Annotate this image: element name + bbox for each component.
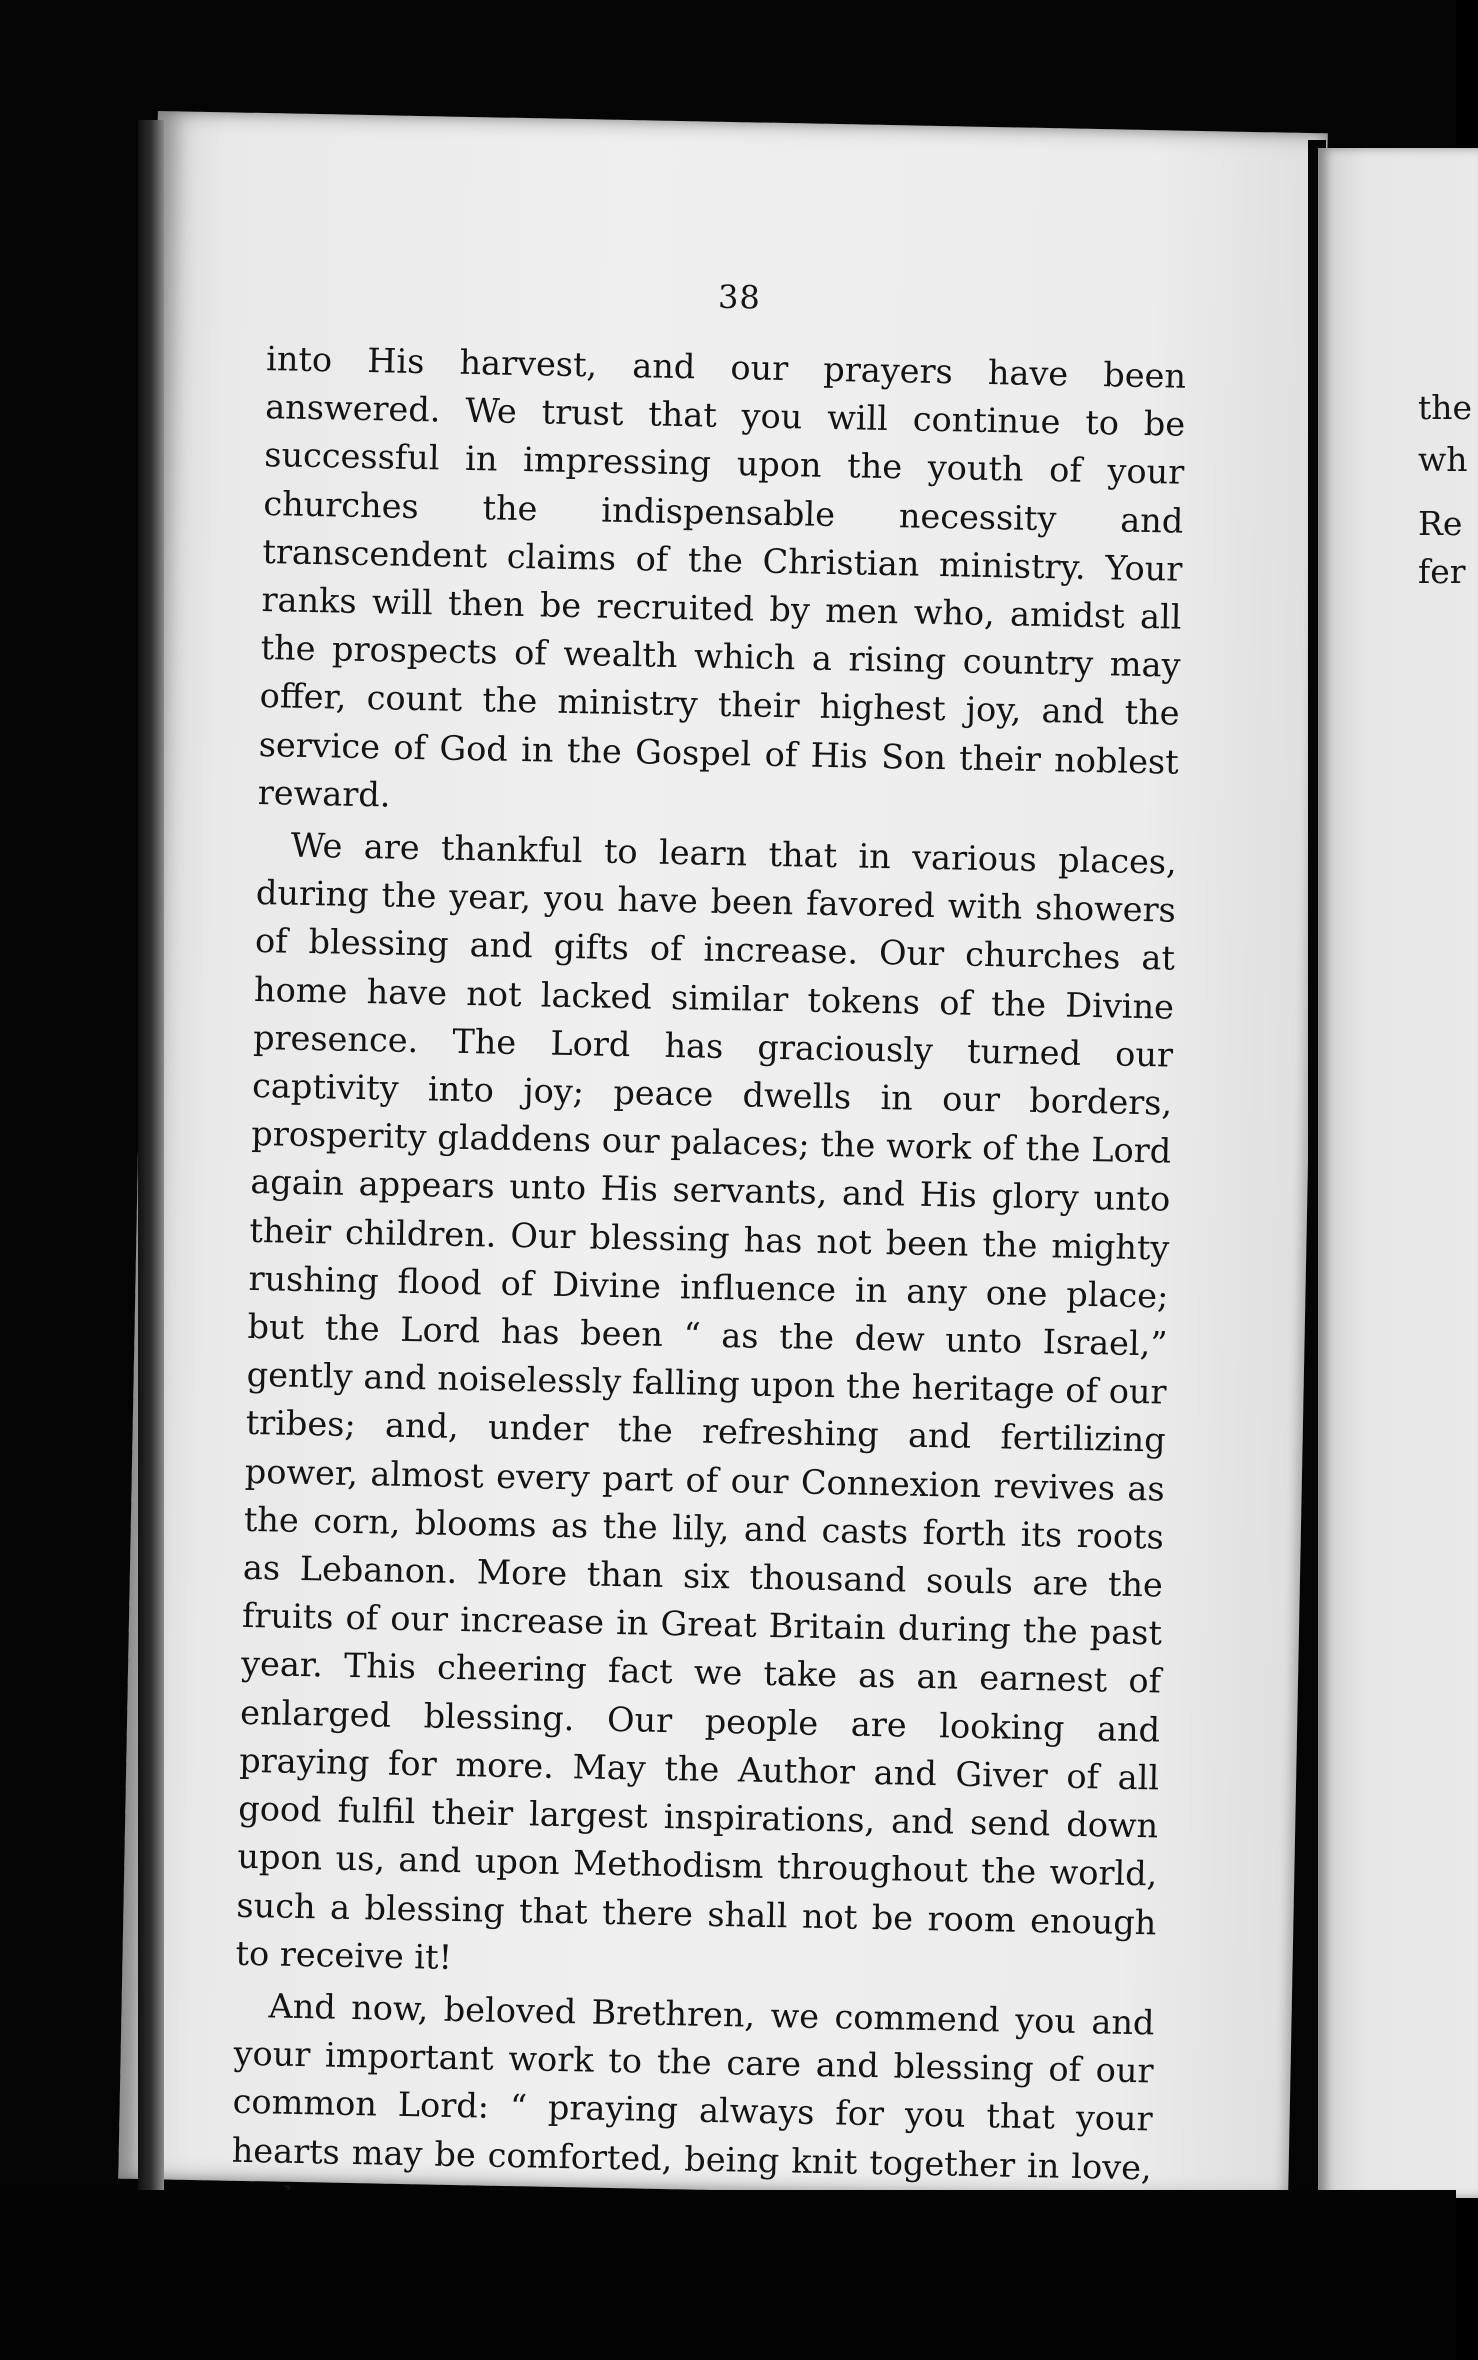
paragraph-3: And now, beloved Brethren, we commend you and your important work to the care and blessing of our common Lord: “ praying always for you that your hearts may be comforted, being knit together in love, xyxy=(231,1986,1155,2187)
book-page xyxy=(118,111,1327,2201)
paragraph-2: We are thankful to learn that in various places, during the year, you have been favored with showers of blessing and gifts of increase. Our churches at home have not lacked similar tokens of the Divine presence. The Lord has graciously turned our captivity into joy; peace dwells in our borders, prosperity gladdens our palaces; the work of the Lord again appears unto His servants, and His glory unto their children. Our blessing has not been the mighty rushing flood of Divine influence in any one place; but the Lord has been “ as the dew unto Israel,” gently and noiselessly falling upon the heritage of our tribes; and, under the refreshing and fertilizing power, almost every part of our Connexion revives as the corn, blooms as the lily, and casts forth its roots as Lebanon. More than six thousand souls are the fruits of our increase in Great Britain during the past year. This cheering fact we take as an earnest of enlarged blessing. Our people are looking and praying for more. May the Author and Giver of all good fulfil their largest inspirations, and send down upon us, and upon Methodism throughout the world, such a blessing that there shall not be room enough to receive it! xyxy=(235,825,1178,1977)
scan-border xyxy=(0,2190,1456,2360)
adjacent-page-fragment xyxy=(1318,148,1478,2198)
adjacent-text-fragment: Re xyxy=(1418,504,1463,543)
page-body-text xyxy=(230,335,1187,2288)
adjacent-text-fragment: the xyxy=(1418,388,1473,427)
paragraph-1: into His harvest, and our prayers have been answered. We trust that you will continue to be successful in impressing upon the youth of your churches the indispensable necessity and transcendent claims of the Christian ministry. Your ranks will then be recruited by men who, amidst all the prospects of wealth which a rising country may offer, count the ministry their highest joy, and the service of God in the Gospel of His Son their noblest reward. xyxy=(257,339,1187,815)
book-spine-edge xyxy=(138,120,164,2195)
adjacent-text-fragment: wh xyxy=(1418,440,1468,479)
page-number: 38 xyxy=(717,277,762,317)
adjacent-text-fragment: fer xyxy=(1418,552,1466,591)
